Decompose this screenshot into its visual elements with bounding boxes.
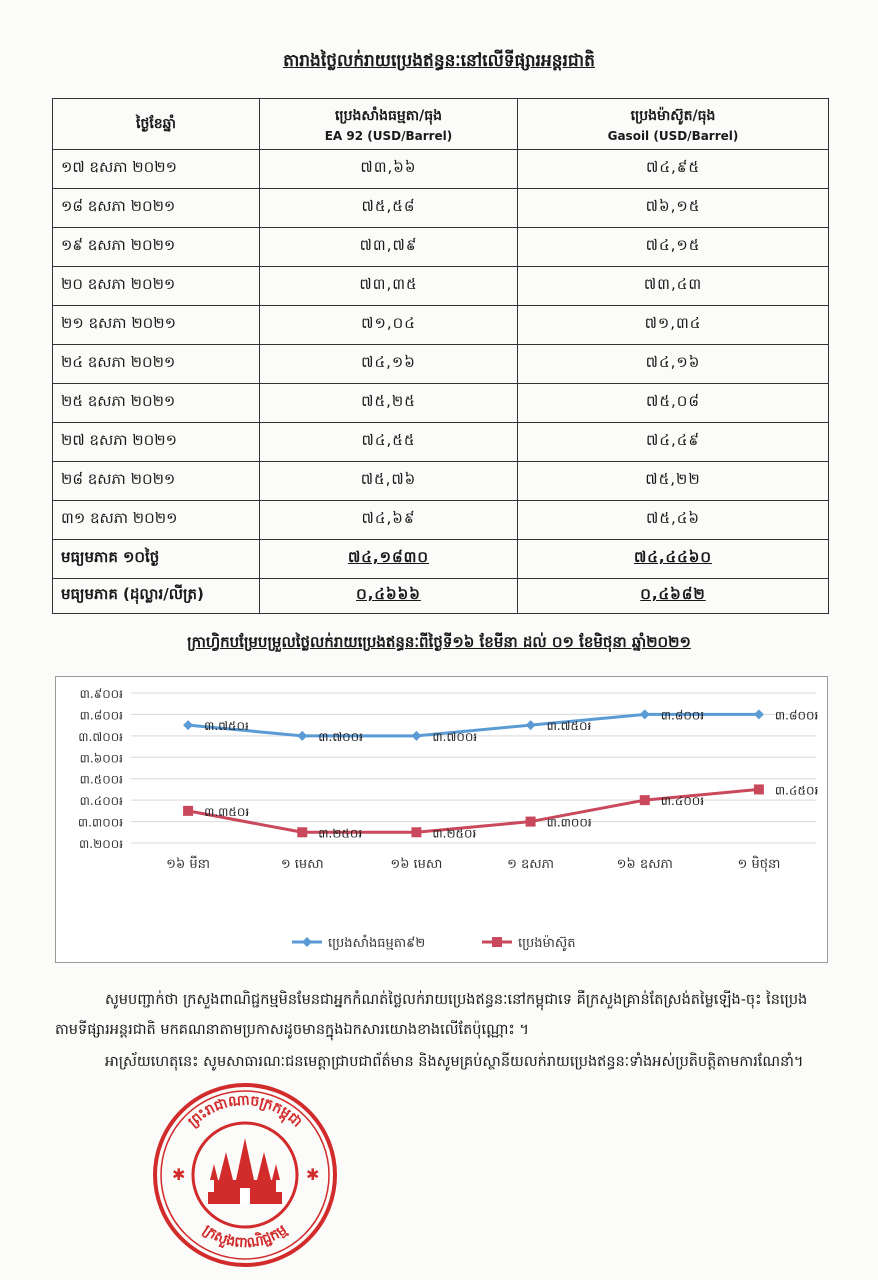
chart-title: ក្រាហ្វិកបម្រែបម្រួលថ្លៃលក់រាយប្រេងឥន្ធនៈពីថ្ងៃទី១៦ ខែមីនា ដល់ ០១ ខែមិថុនា ឆ្នាំ២០២១ (187, 633, 691, 651)
y-tick-label: ៣.៤០០៛ (79, 794, 123, 809)
seal-star-right: ✱ (306, 1165, 320, 1184)
row-gasoil: ៧៤,១៦ (518, 345, 829, 384)
average-10-day-row (53, 540, 829, 579)
svg-text:ព្រះរាជាណាចក្រកម្ពុជា (185, 1092, 305, 1130)
y-tick-label: ៣.៧០០៛ (78, 729, 123, 744)
row-gasoil: ៧៣,៤៣ (518, 267, 829, 306)
data-point (640, 795, 650, 805)
average-10-day-label: មធ្យមភាគ ១០ថ្ងៃ (53, 540, 260, 579)
header-ea92 (260, 99, 518, 150)
seal-top-text: ព្រះរាជាណាចក្រកម្ពុជា (185, 1092, 305, 1131)
header-ea92-label: ប្រេងសាំងធម្មតា/ធុង (334, 107, 443, 124)
table-row (53, 189, 829, 228)
data-point (183, 720, 193, 730)
data-label: ៣.៣៥០៛ (204, 804, 250, 819)
table-row (53, 267, 829, 306)
data-label: ៣.៧៥០៛ (204, 719, 249, 734)
data-point (754, 784, 764, 794)
data-label: ៣.៣០០៛ (546, 815, 592, 830)
data-point (526, 720, 536, 730)
average-litre-gasoil (518, 579, 829, 614)
seal-star-left: ✱ (172, 1165, 186, 1184)
data-label: ៣.៧០០៛ (432, 729, 478, 744)
row-gasoil: ៧៤,៤៩ (518, 423, 829, 462)
row-gasoil: ៧៥,២២ (518, 462, 829, 501)
y-tick-label: ៣.៨០០៛ (79, 708, 123, 723)
average-litre-ea92-value: ០,៤៦៦៦ (356, 585, 421, 603)
instruction-paragraph: អាស្រ័យហេតុនេះ សូមសាធារណៈជនមេត្តាជ្រាបជាព័ត៌មាន និងសូមគ្រប់ស្ថានីយលក់រាយប្រេងឥន្ធនៈទាំងអស់ប្រតិបត្តិតាមការណែនាំ។ (105, 1054, 804, 1070)
table-row (53, 228, 829, 267)
row-ea92: ៧៤,៦៩ (260, 501, 518, 540)
row-gasoil: ៧១,៣៤ (518, 306, 829, 345)
table-row (53, 306, 829, 345)
average-gasoil (518, 540, 829, 579)
row-gasoil: ៧៤,១៥ (518, 228, 829, 267)
row-date: ២៨ ឧសភា ២០២១ (53, 462, 260, 501)
table-row (53, 501, 829, 540)
average-litre-ea92 (260, 579, 518, 614)
header-ea92-unit: EA 92 (USD/Barrel) (324, 128, 453, 143)
x-tick-label: ១៦ មេសា (390, 857, 443, 872)
data-label: ៣.៨០០៛ (660, 708, 705, 723)
table-row (53, 423, 829, 462)
row-gasoil: ៧៦,១៥ (518, 189, 829, 228)
y-tick-label: ៣.៦០០៛ (79, 751, 123, 766)
y-tick-label: ៣.៣០០៛ (77, 815, 123, 830)
data-point (297, 731, 307, 741)
data-point (411, 731, 421, 741)
legend-marker (302, 937, 312, 947)
row-date: ២៧ ឧសភា ២០២១ (53, 423, 260, 462)
row-date: ១៩ ឧសភា ២០២១ (53, 228, 260, 267)
y-tick-label: ៣.៩០០៛ (79, 687, 123, 701)
ministry-seal (150, 1080, 340, 1270)
price-line-chart (55, 676, 828, 963)
average-ea92-value: ៧៤,១៨៣០ (347, 548, 430, 566)
row-date: ៣១ ឧសភា ២០២១ (53, 501, 260, 540)
table-row (53, 150, 829, 189)
header-date: ថ្ងៃខែឆ្នាំ (53, 99, 260, 150)
row-ea92: ៧៥,៥៨ (260, 189, 518, 228)
row-ea92: ៧៥,៧៦ (260, 462, 518, 501)
row-ea92: ៧៤,៥៥ (260, 423, 518, 462)
data-label: ៣.៧០០៛ (318, 729, 363, 744)
x-tick-label: ១៦ មីនា (166, 857, 210, 872)
table-row (53, 384, 829, 423)
average-litre-gasoil-value: ០,៤៦៨២ (640, 585, 706, 603)
row-ea92: ៧១,០៤ (260, 306, 518, 345)
row-ea92: ៧៣,៧៩ (260, 228, 518, 267)
average-per-litre-row (53, 579, 829, 614)
data-point (526, 817, 536, 827)
header-gasoil (518, 99, 829, 150)
row-date: ២១ ឧសភា ២០២១ (53, 306, 260, 345)
average-per-litre-label: មធ្យមភាគ (ដុល្លារ/លីត្រ) (53, 579, 260, 614)
row-gasoil: ៧៥,៤៦ (518, 501, 829, 540)
table-row (53, 462, 829, 501)
data-point (297, 827, 307, 837)
row-date: ២០ ឧសភា ២០២១ (53, 267, 260, 306)
y-tick-label: ៣.២០០៛ (79, 837, 123, 851)
table-row (53, 345, 829, 384)
chart-svg (56, 677, 827, 962)
x-tick-label: ១៦ ឧសភា (616, 857, 673, 872)
data-point (183, 806, 193, 816)
data-point (754, 709, 764, 719)
data-label: ៣.២៥០៛ (432, 826, 477, 841)
row-ea92: ៧៥,២៥ (260, 384, 518, 423)
data-label: ៣.៤៥០៛ (774, 783, 819, 798)
legend-marker (492, 937, 502, 947)
row-gasoil: ៧៤,៩៥ (518, 150, 829, 189)
row-date: ២៥ ឧសភា ២០២១ (53, 384, 260, 423)
seal-bottom-text: ក្រសួងពាណិជ្ជកម្ម (199, 1221, 291, 1252)
x-tick-label: ១ មិថុនា (737, 857, 781, 872)
row-ea92: ៧៣,៦៦ (260, 150, 518, 189)
row-ea92: ៧៣,៣៥ (260, 267, 518, 306)
angkor-temple-icon (208, 1138, 282, 1204)
document-title: តារាងថ្លៃលក់រាយប្រេងឥន្ធនៈនៅលើទីផ្សារអន្តរជាតិ (283, 51, 595, 71)
legend-label: ប្រេងម៉ាស៊ូត (518, 936, 576, 951)
row-date: ២៤ ឧសភា ២០២១ (53, 345, 260, 384)
average-gasoil-value: ៧៤,៤៤៦០ (633, 548, 713, 566)
data-label: ៣.៤០០៛ (660, 794, 705, 809)
fuel-price-table (52, 98, 829, 614)
x-tick-label: ១ មេសា (280, 857, 324, 872)
table-header-row (53, 99, 829, 150)
legend-label: ប្រេងសាំងធម្មតា៩២ (328, 936, 426, 951)
row-date: ១៧ ឧសភា ២០២១ (53, 150, 260, 189)
seal-graphic (150, 1080, 340, 1270)
data-point (640, 709, 650, 719)
data-label: ៣.២៥០៛ (318, 826, 363, 841)
header-gasoil-unit: Gasoil (USD/Barrel) (607, 128, 739, 143)
y-tick-label: ៣.៥០០៛ (79, 772, 123, 787)
header-gasoil-label: ប្រេងម៉ាស៊ូត/ធុង (630, 107, 716, 124)
row-date: ១៨ ឧសភា ២០២១ (53, 189, 260, 228)
average-ea92 (260, 540, 518, 579)
x-tick-label: ១ ឧសភា (507, 857, 555, 872)
row-ea92: ៧៤,១៦ (260, 345, 518, 384)
data-point (411, 827, 421, 837)
data-label: ៣.៨០០៛ (774, 708, 819, 723)
note-paragraph: សូមបញ្ជាក់ថា ក្រសួងពាណិជ្ជកម្មមិនមែនជាអ្នកកំណត់ថ្លៃលក់រាយប្រេងឥន្ធនៈនៅកម្ពុជាទេ គឺក្រសួងគ្រាន់តែស្រង់តម្លៃឡើង-ចុះ នៃប្រេងតាមទីផ្សារអន្តរជាតិ មកគណនាតាមប្រកាសដូចមានក្នុងឯកសារយោងខាងលើតែប៉ុណ្ណោះ ។ (55, 992, 808, 1038)
row-gasoil: ៧៥,០៨ (518, 384, 829, 423)
data-label: ៣.៧៥០៛ (546, 719, 592, 734)
